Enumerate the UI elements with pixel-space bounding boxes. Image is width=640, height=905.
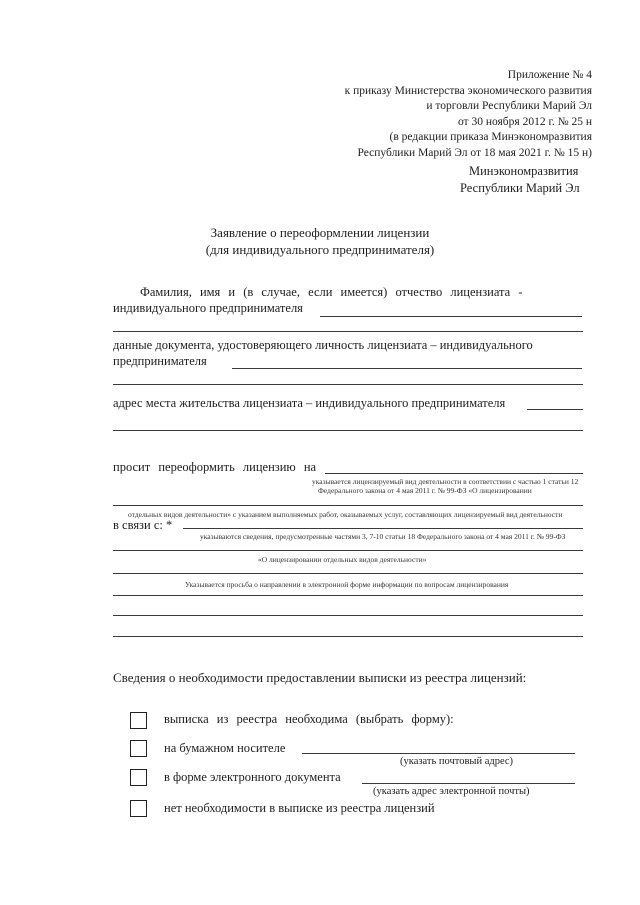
fio-input-line[interactable] [320, 316, 582, 317]
activity-hint-3: отдельных видов деятельности» с указанием выполняемых работ, оказываемых услуг, составляющих лицензируемый вид деятельности [128, 510, 563, 519]
identity-doc-input-line[interactable] [232, 368, 582, 369]
address-input-line-2[interactable] [113, 430, 583, 431]
extract-needed-checkbox[interactable] [130, 712, 147, 729]
electronic-form-label: в форме электронного документа [164, 770, 341, 784]
identity-doc-label-line-2: предпринимателя [113, 354, 207, 368]
email-hint: (указать адрес электронной почты) [373, 786, 530, 797]
identity-doc-input-line-2[interactable] [113, 384, 583, 385]
reason-label: в связи с: * [113, 518, 173, 532]
no-extract-checkbox[interactable] [130, 800, 147, 817]
email-input-line[interactable] [362, 783, 575, 784]
header-line: к приказу Министерства экономического развития [344, 84, 592, 97]
header-line: Республики Марий Эл от 18 мая 2021 г. № 15 н) [357, 146, 592, 159]
request-label: просит переоформить лицензию на [113, 460, 317, 474]
postal-address-input-line[interactable] [302, 753, 575, 754]
header-line: Приложение № 4 [507, 69, 592, 81]
reason-input-line-3[interactable] [113, 573, 583, 574]
document-subtitle: (для индивидуального предпринимателя) [205, 242, 435, 257]
electronic-info-line-1[interactable] [113, 595, 583, 596]
activity-hint-2: Федерального закона от 4 мая 2011 г. № 99-ФЗ «О лицензировании [318, 486, 532, 495]
extract-needed-label: выписка из реестра необходима (выбрать форму): [164, 712, 454, 726]
reason-input-line[interactable] [183, 528, 583, 529]
recipient-line-1: Минэкономразвития [469, 164, 579, 178]
reason-hint-1: указываются сведения, предусмотренные частями 3, 7-10 статьи 18 Федерального закона от 4 мая 2011 г. № 99-ФЗ [200, 532, 566, 541]
paper-form-label: на бумажном носителе [164, 741, 286, 755]
extract-heading: Сведения о необходимости предоставлении выписки из реестра лицензий: [113, 670, 527, 685]
fio-label-line-2: индивидуального предпринимателя [113, 301, 303, 315]
no-extract-label: нет необходимости в выписке из реестра лицензий [164, 801, 435, 815]
address-label: адрес места жительства лицензиата – индивидуального предпринимателя [113, 396, 506, 410]
paper-form-checkbox[interactable] [130, 740, 147, 757]
fio-label-line-1: Фамилия, имя и (в случае, если имеется) отчество лицензиата - [140, 285, 523, 299]
header-line: (в редакции приказа Минэкономразвития [389, 131, 592, 143]
recipient-line-2: Республики Марий Эл [460, 181, 580, 195]
reason-hint-2: «О лицензировании отдельных видов деятельности» [258, 555, 427, 564]
header-line: от 30 ноября 2012 г. № 25 н [457, 115, 592, 128]
postal-address-hint: (указать почтовый адрес) [400, 756, 514, 767]
fio-input-line-2[interactable] [113, 331, 583, 332]
activity-input-line[interactable] [325, 473, 583, 474]
electronic-info-line-2[interactable] [113, 615, 583, 616]
electronic-info-line-3[interactable] [113, 636, 583, 637]
electronic-info-hint: Указывается просьба о направлении в электронной форме информации по вопросам лицензирования [185, 580, 509, 589]
reason-input-line-2[interactable] [113, 550, 583, 551]
activity-input-line-2[interactable] [113, 505, 583, 506]
identity-doc-label-line-1: данные документа, удостоверяющего личность лицензиата – индивидуального [113, 338, 533, 352]
activity-hint-1: указывается лицензируемый вид деятельности в соответствии с частью 1 статьи 12 [312, 477, 579, 486]
document-title: Заявление о переоформлении лицензии [210, 225, 430, 240]
address-input-line[interactable] [527, 409, 583, 410]
electronic-form-checkbox[interactable] [130, 769, 147, 786]
header-line: и торговли Республики Марий Эл [426, 100, 592, 112]
appendix-header [345, 68, 592, 161]
